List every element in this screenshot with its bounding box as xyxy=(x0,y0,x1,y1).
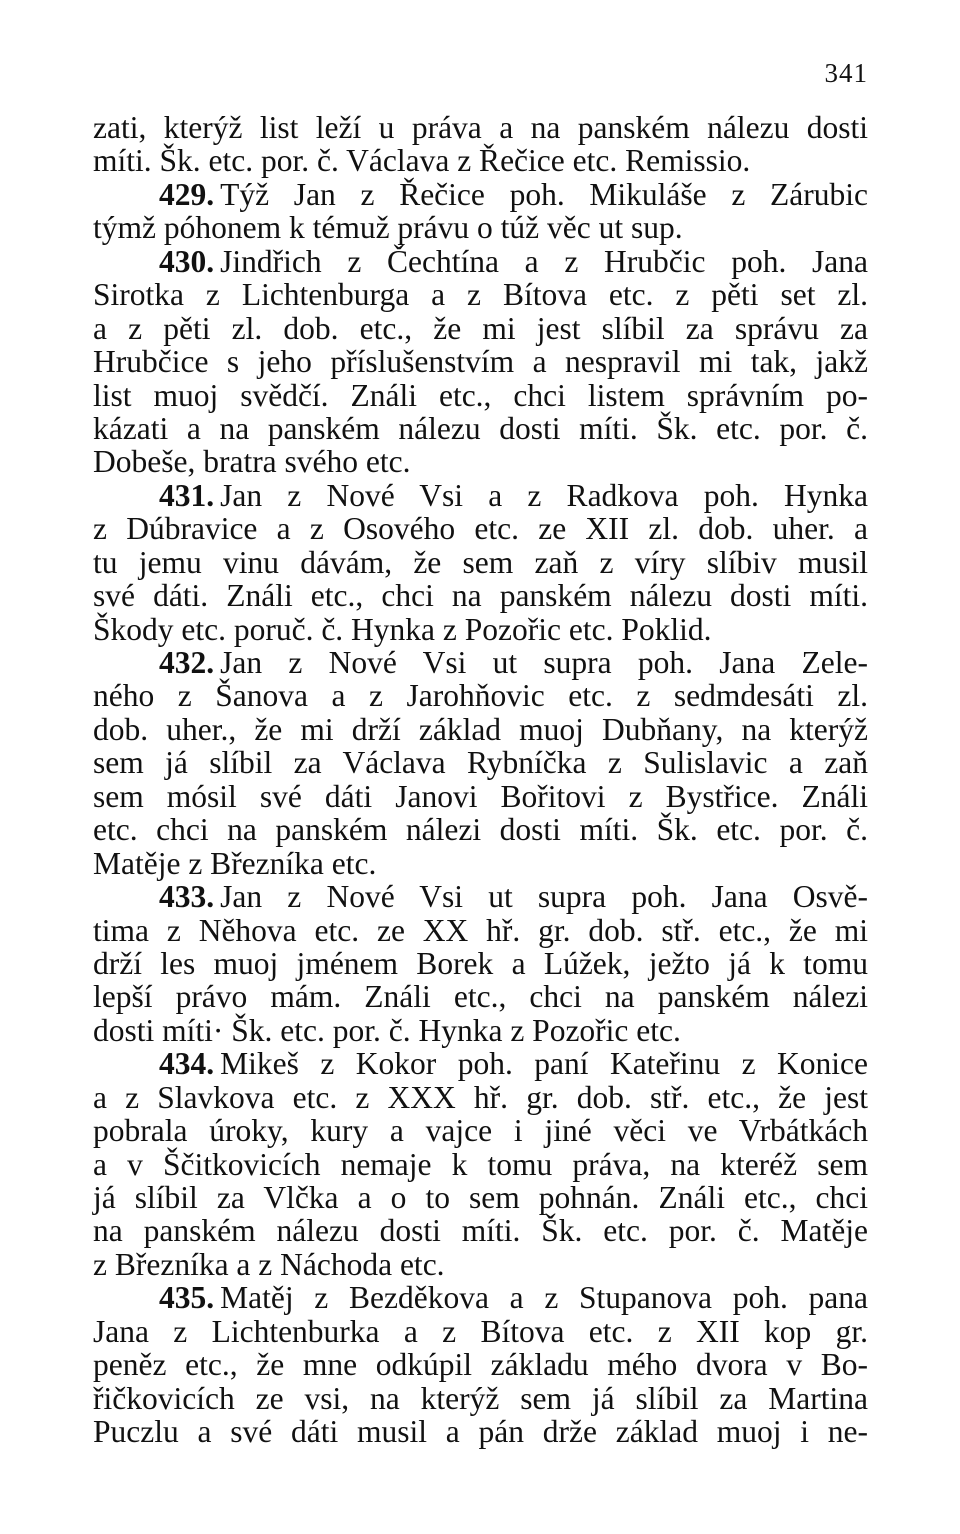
line-text: a z Slavkova etc. z XXX hř. gr. dob. stř. etc., že jest xyxy=(93,1079,868,1115)
line-text: zati, kterýž list leží u práva a na panském nálezu dosti xyxy=(93,110,868,145)
line-text: tima z Něhova etc. ze XX hř. gr. dob. stř. etc., že mi xyxy=(93,912,868,948)
line-text: Dobeše, bratra svého etc. xyxy=(93,444,411,480)
text-line xyxy=(93,1214,868,1247)
text-line xyxy=(93,445,868,478)
text-line xyxy=(93,1248,868,1281)
text-line xyxy=(93,1081,868,1114)
text-line xyxy=(93,713,868,746)
text-line xyxy=(93,345,868,378)
line-text: Puczlu a své dáti musil a pán drže základ muoj i ne- xyxy=(93,1414,868,1450)
entry-number: 434. xyxy=(159,1046,215,1082)
page-text xyxy=(93,111,868,1449)
text-line xyxy=(93,880,868,913)
text-line xyxy=(93,613,868,646)
line-text: peněz etc., že mne odkúpil základu mého dvora v Bo- xyxy=(93,1347,868,1383)
text-line xyxy=(93,1047,868,1080)
text-line xyxy=(93,746,868,779)
text-line xyxy=(93,144,868,177)
line-text: týmž póhonem k témuž právu o túž věc ut sup. xyxy=(93,210,683,246)
text-line xyxy=(93,646,868,679)
text-line xyxy=(93,479,868,512)
line-text: míti. Šk. etc. por. č. Václava z Řečice etc. Remissio. xyxy=(93,143,751,179)
text-line xyxy=(93,245,868,278)
line-text: sem já slíbil za Václava Rybníčka z Sulislavic a zaň xyxy=(93,745,868,781)
text-line xyxy=(93,312,868,345)
text-line xyxy=(93,579,868,612)
text-line xyxy=(93,546,868,579)
text-line xyxy=(93,512,868,545)
line-text: Matěj z Bezděkova a z Stupanova poh. pana xyxy=(220,1280,868,1316)
line-text: Jan z Nové Vsi a z Radkova poh. Hynka xyxy=(220,477,868,513)
line-text: sem mósil své dáti Janovi Bořitovi z Bystřice. Ználi xyxy=(93,778,868,814)
line-text: list muoj svědčí. Ználi etc., chci listem správním po- xyxy=(93,377,868,413)
text-line xyxy=(93,1415,868,1448)
text-line xyxy=(93,1148,868,1181)
text-line xyxy=(93,1114,868,1147)
line-text: dosti míti· Šk. etc. por. č. Hynka z Pozořic etc. xyxy=(93,1012,681,1048)
line-text: Týž Jan z Řečice poh. Mikuláše z Zárubic xyxy=(220,176,868,212)
line-text: Jan z Nové Vsi ut supra poh. Jana Zele- xyxy=(220,645,868,680)
text-line xyxy=(93,379,868,412)
text-line xyxy=(93,679,868,712)
line-text: pobrala úroky, kury a vajce i jiné věci ve Vrbátkách xyxy=(93,1113,868,1149)
text-line xyxy=(93,1382,868,1415)
line-text: své dáti. Ználi etc., chci na panském nálezu dosti míti. xyxy=(93,578,868,614)
text-line xyxy=(93,1315,868,1348)
line-text: Jana z Lichtenburka a z Bítova etc. z XII kop gr. xyxy=(93,1313,868,1349)
line-text: Mikeš z Kokor poh. paní Kateřinu z Konice xyxy=(220,1046,868,1082)
text-line xyxy=(93,813,868,846)
text-line xyxy=(93,111,868,144)
entry-number: 429. xyxy=(159,176,215,212)
line-text: řičkovicích ze vsi, na kterýž sem já slíbil za Martina xyxy=(93,1380,868,1416)
page-number: 341 xyxy=(824,58,868,88)
line-text: ného z Šanova a z Jarohňovic etc. z sedmdesáti zl. xyxy=(93,678,868,714)
line-text: na panském nálezu dosti míti. Šk. etc. por. č. Matěje xyxy=(93,1213,868,1249)
text-line xyxy=(93,178,868,211)
text-line xyxy=(93,1014,868,1047)
line-text: etc. chci na panském nálezi dosti míti. Šk. etc. por. č. xyxy=(93,812,868,848)
line-text: a v Ščitkovicích nemaje k tomu práva, na kteréž sem xyxy=(93,1146,868,1182)
entry-number: 431. xyxy=(159,477,215,513)
line-text: dob. uher., že mi drží základ muoj Dubňany, na kterýž xyxy=(93,711,868,747)
text-line xyxy=(93,947,868,980)
line-text: já slíbil za Vlčka a o to sem pohnán. Ználi etc., chci xyxy=(93,1180,868,1215)
text-line xyxy=(93,847,868,880)
entry-number: 435. xyxy=(159,1280,215,1316)
line-text: a z pěti zl. dob. etc., že mi jest slíbil za správu za xyxy=(93,310,868,346)
text-line xyxy=(93,211,868,244)
line-text: Hrubčice s jeho příslušenstvím a nespravil mi tak, jakž xyxy=(93,344,868,380)
text-line xyxy=(93,412,868,445)
line-text: Škody etc. poruč. č. Hynka z Pozořic etc. Poklid. xyxy=(93,611,712,647)
text-line xyxy=(93,278,868,311)
text-line xyxy=(93,1181,868,1214)
line-text: z Březníka a z Náchoda etc. xyxy=(93,1246,445,1282)
line-text: Matěje z Březníka etc. xyxy=(93,845,377,881)
line-text: lepší právo mám. Ználi etc., chci na panském nálezi xyxy=(93,979,868,1015)
line-text: z Dúbravice a z Osového etc. ze XII zl. dob. uher. a xyxy=(93,511,868,547)
line-text: Jindřich z Čechtína a z Hrubčic poh. Jana xyxy=(220,243,868,279)
line-text: drží les muoj jménem Borek a Lúžek, ježto já k tomu xyxy=(93,945,868,981)
entry-number: 433. xyxy=(159,879,215,915)
entry-number: 432. xyxy=(159,645,215,680)
text-line xyxy=(93,780,868,813)
text-line xyxy=(93,914,868,947)
line-text: kázati a na panském nálezu dosti míti. Šk. etc. por. č. xyxy=(93,410,868,446)
line-text: Sirotka z Lichtenburga a z Bítova etc. z pěti set zl. xyxy=(93,277,868,313)
text-line xyxy=(93,1281,868,1314)
entry-number: 430. xyxy=(159,243,215,279)
text-line xyxy=(93,980,868,1013)
line-text: Jan z Nové Vsi ut supra poh. Jana Osvě- xyxy=(220,879,868,915)
text-line xyxy=(93,1348,868,1381)
line-text: tu jemu vinu dávám, že sem zaň z víry slíbiv musil xyxy=(93,544,868,580)
